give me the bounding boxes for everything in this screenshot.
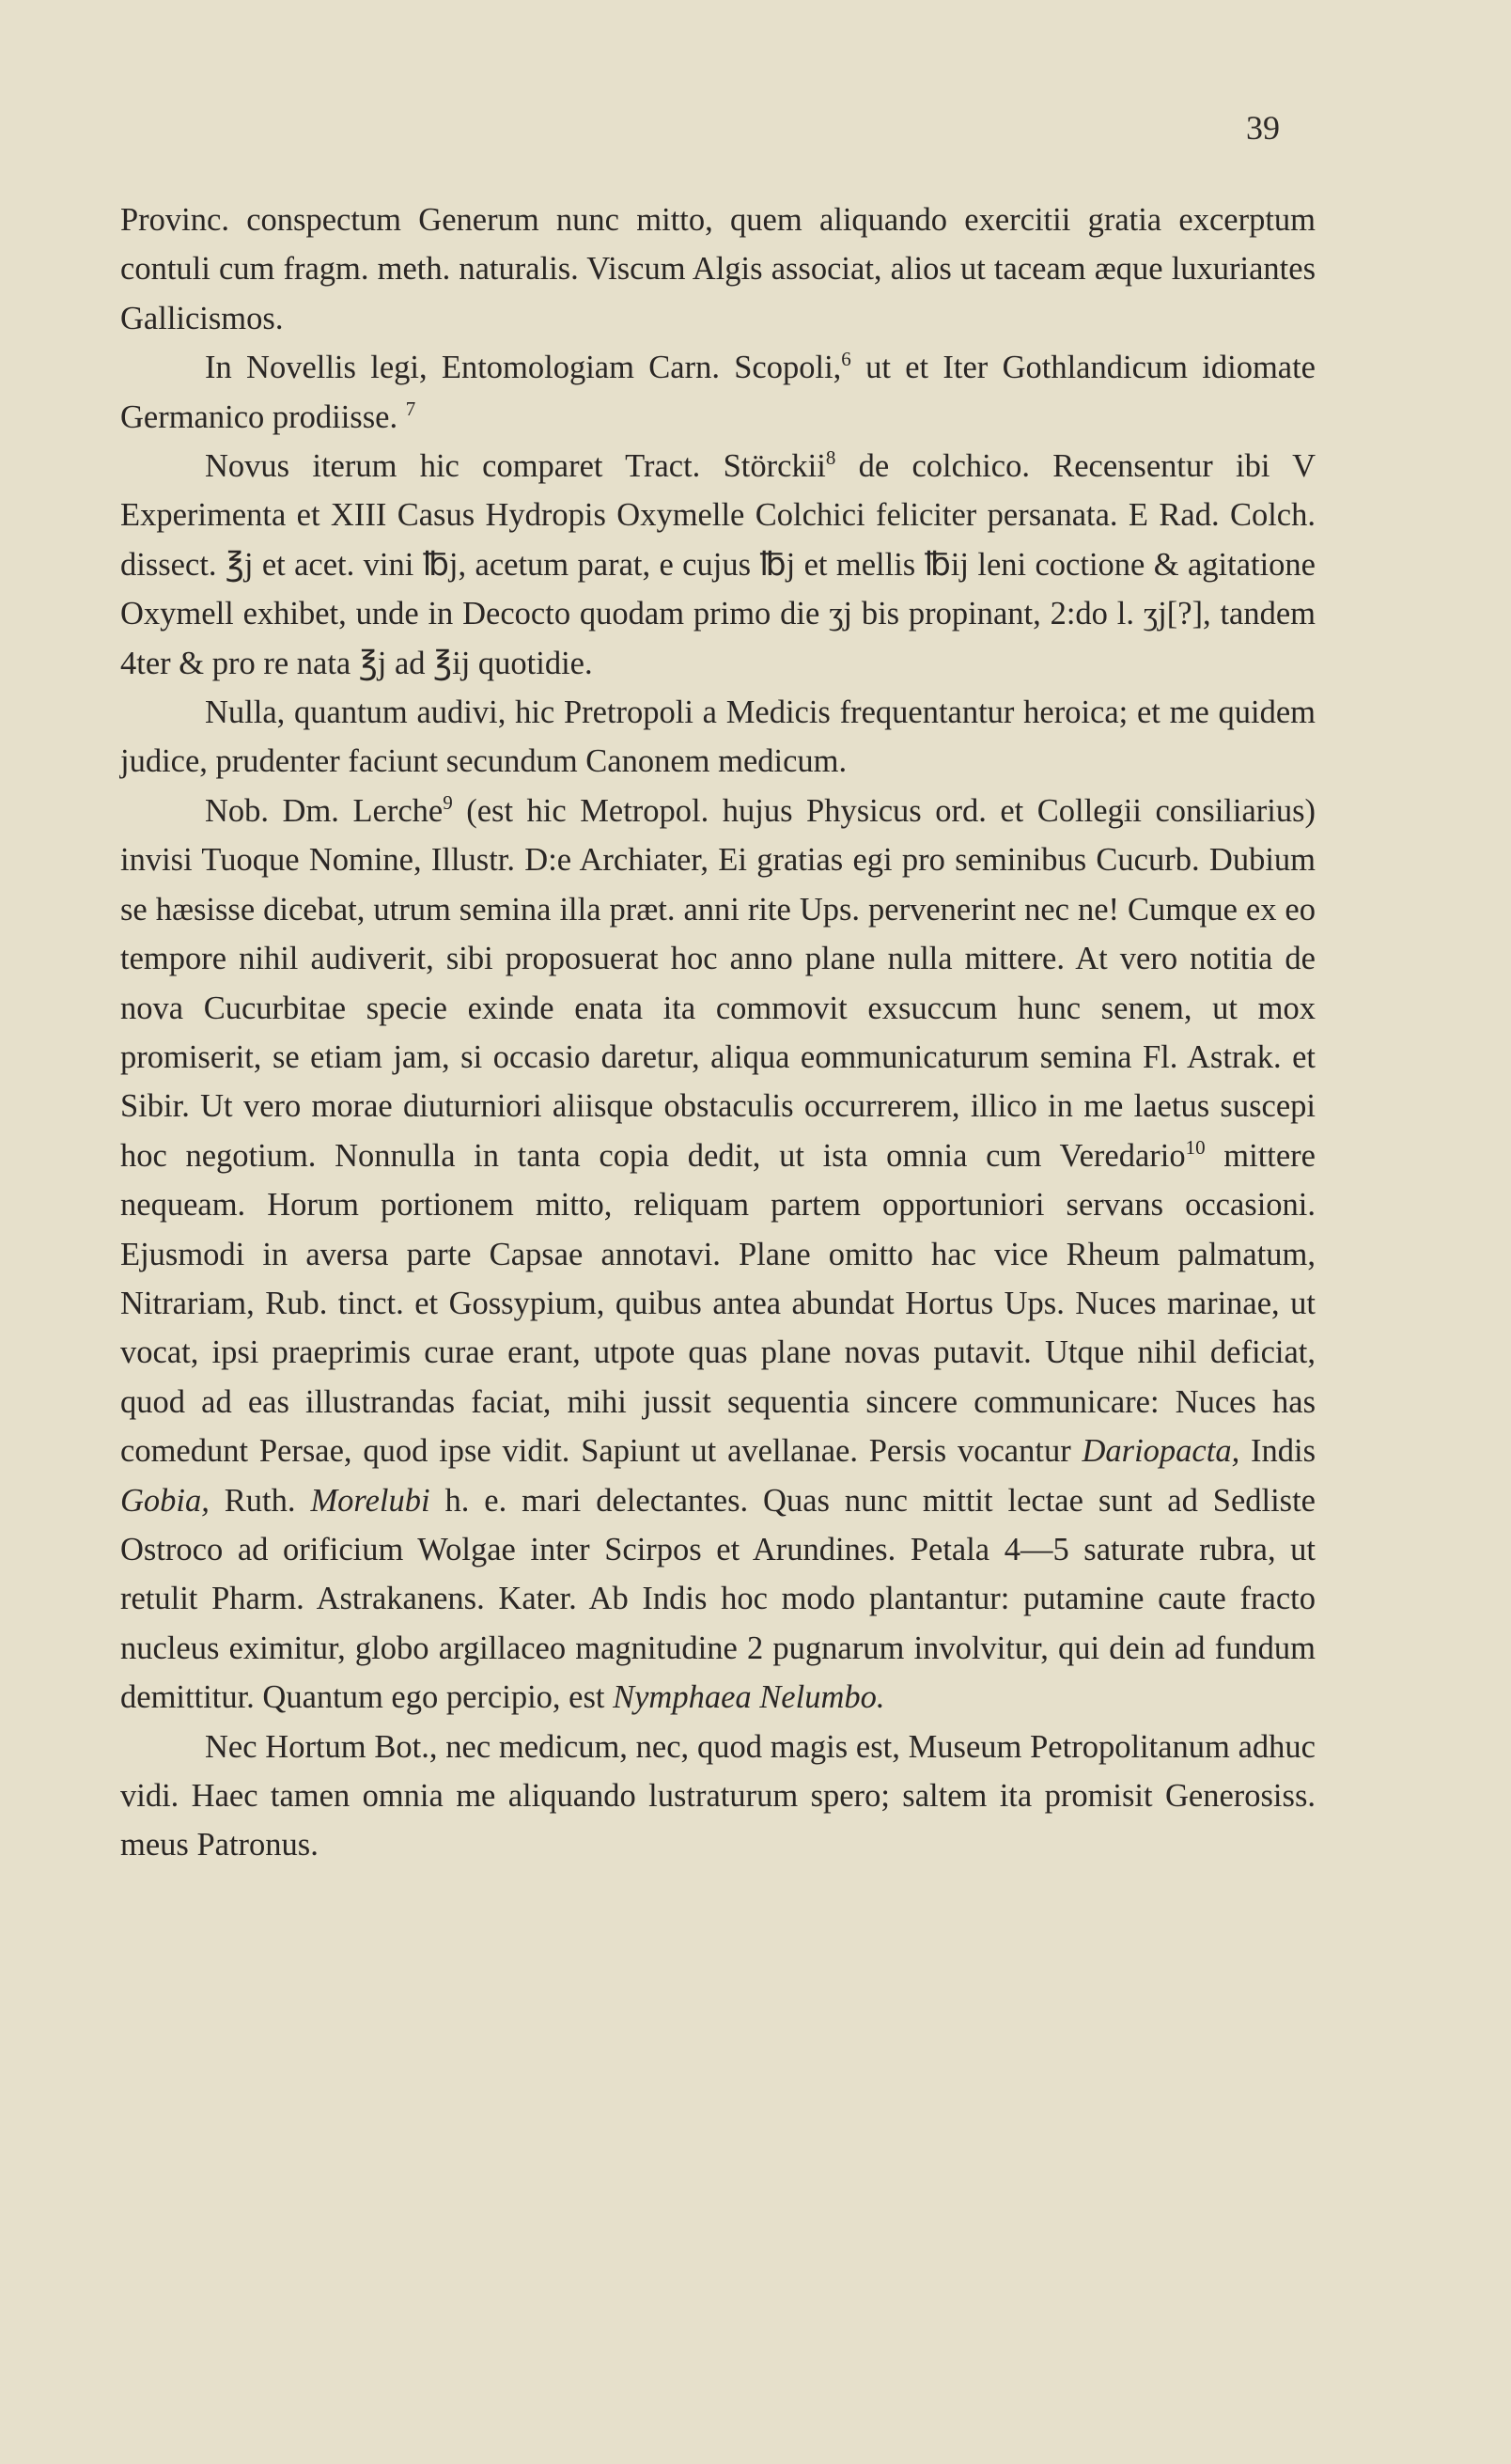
footnote-marker: 9	[443, 790, 453, 814]
body-text	[120, 195, 1316, 1870]
text-run: de colchico. Recensentur ibi V Experimenta et XIII Casus Hydropis Oxymelle Colchici feliciter persanata. E Rad. Colch. dissect. ℥j et acet. vini ℔j, acetum parat, e cujus ℔j et mellis ℔ij leni coctione & agitatione Oxymell exhibet, unde in Decocto quodam primo die ʒj bis propinant, 2:do l. ʒj[?], tandem 4ter & pro re nata ℥j ad ℥ij quotidie.	[120, 448, 1316, 681]
paragraph	[120, 688, 1316, 787]
text-run: Provinc. conspectum Generum nunc mitto, quem aliquando exercitii gratia excerptum contuli cum fragm. meth. naturalis. Viscum Algis associat, alios ut taceam æque luxuriantes Gallicismos.	[120, 202, 1316, 336]
text-run: (est hic Metropol. hujus Physicus ord. et Collegii consiliarius) invisi Tuoque Nomine, Illustr. D:e Archiater, Ei gratias egi pro seminibus Cucurb. Dubium se hæsisse dicebat, utrum semina illa præt. anni rite Ups. pervenerint nec ne! Cumque ex eo tempore nihil audiverit, sibi proposuerat hoc anno plane nulla mittere. At vero notitia de nova Cucurbitae specie exinde enata ita commovit exsuccum hunc senem, ut mox promiserit, se etiam jam, si occasio daretur, aliqua eommunicaturum semina Fl. Astrak. et Sibir. Ut vero morae diuturniori aliisque obstaculis occurrerem, illico in me laetus suscepi hoc negotium. Nonnulla in tanta copia dedit, ut ista omnia cum Veredario	[120, 792, 1316, 1174]
paragraph	[120, 195, 1316, 343]
paragraph	[120, 787, 1316, 1723]
text-run: In Novellis legi, Entomologiam Carn. Scopoli,	[205, 350, 842, 386]
paragraph	[120, 343, 1316, 442]
footnote-marker: 7	[405, 397, 416, 420]
footnote-marker: 10	[1185, 1135, 1206, 1159]
text-run: Nec Hortum Bot., nec medicum, nec, quod magis est, Museum Petropolitanum adhuc vidi. Haec tamen omnia me aliquando lustraturum spero; saltem ita promisit Generosiss. meus Patronus.	[120, 1728, 1316, 1864]
text-run: Novus iterum hic comparet Tract. Störckii	[205, 448, 826, 485]
text-run: Nulla, quantum audivi, hic Pretropoli a Medicis frequentantur heroica; et me quidem judice, prudenter faciunt secundum Canonem medicum.	[120, 694, 1316, 780]
paragraph	[120, 442, 1316, 688]
text-run: Ruth.	[209, 1482, 311, 1519]
italic-term: Dariopacta,	[1082, 1433, 1240, 1470]
paragraph	[120, 1723, 1316, 1870]
text-run: Indis	[1239, 1433, 1316, 1470]
footnote-marker: 8	[825, 446, 836, 470]
text-run: ut et Iter Gothlandicum idiomate Germanico prodiisse.	[120, 350, 1316, 435]
text-run: h. e. mari delectantes. Quas nunc mittit lectae sunt ad Sedliste Ostroco ad orificium Wolgae inter Scirpos et Arundines. Petala 4—5 saturate rubra, ut retulit Pharm. Astrakanens. Kater. Ab Indis hoc modo plantantur: putamine caute fracto nucleus eximitur, globo argillaceo magnitudine 2 pugnarum involvitur, qui dein ad fundum demittitur. Quantum ego percipio, est	[120, 1482, 1316, 1716]
text-run: mittere nequeam. Horum portionem mitto, reliquam partem opportuniori servans occasioni. Ejusmodi in aversa parte Capsae annotavi. Plane omitto hac vice Rheum palmatum, Nitrariam, Rub. tinct. et Gossypium, quibus antea abundat Hortus Ups. Nuces marinae, ut vocat, ipsi praeprimis curae erant, utpote quas plane novas putavit. Utque nihil deficiat, quod ad eas illustrandas faciat, mihi jussit sequentia sincere communicare: Nuces has comedunt Persae, quod ipse vidit. Sapiunt ut avellanae. Persis vocantur	[120, 1137, 1316, 1470]
footnote-marker: 6	[841, 348, 851, 371]
page-number: 39	[1246, 109, 1280, 147]
italic-term: Morelubi	[310, 1482, 430, 1519]
italic-term: Gobia,	[120, 1482, 210, 1519]
italic-term: Nymphaea Nelumbo.	[613, 1679, 885, 1716]
text-run: Nob. Dm. Lerche	[205, 792, 444, 829]
